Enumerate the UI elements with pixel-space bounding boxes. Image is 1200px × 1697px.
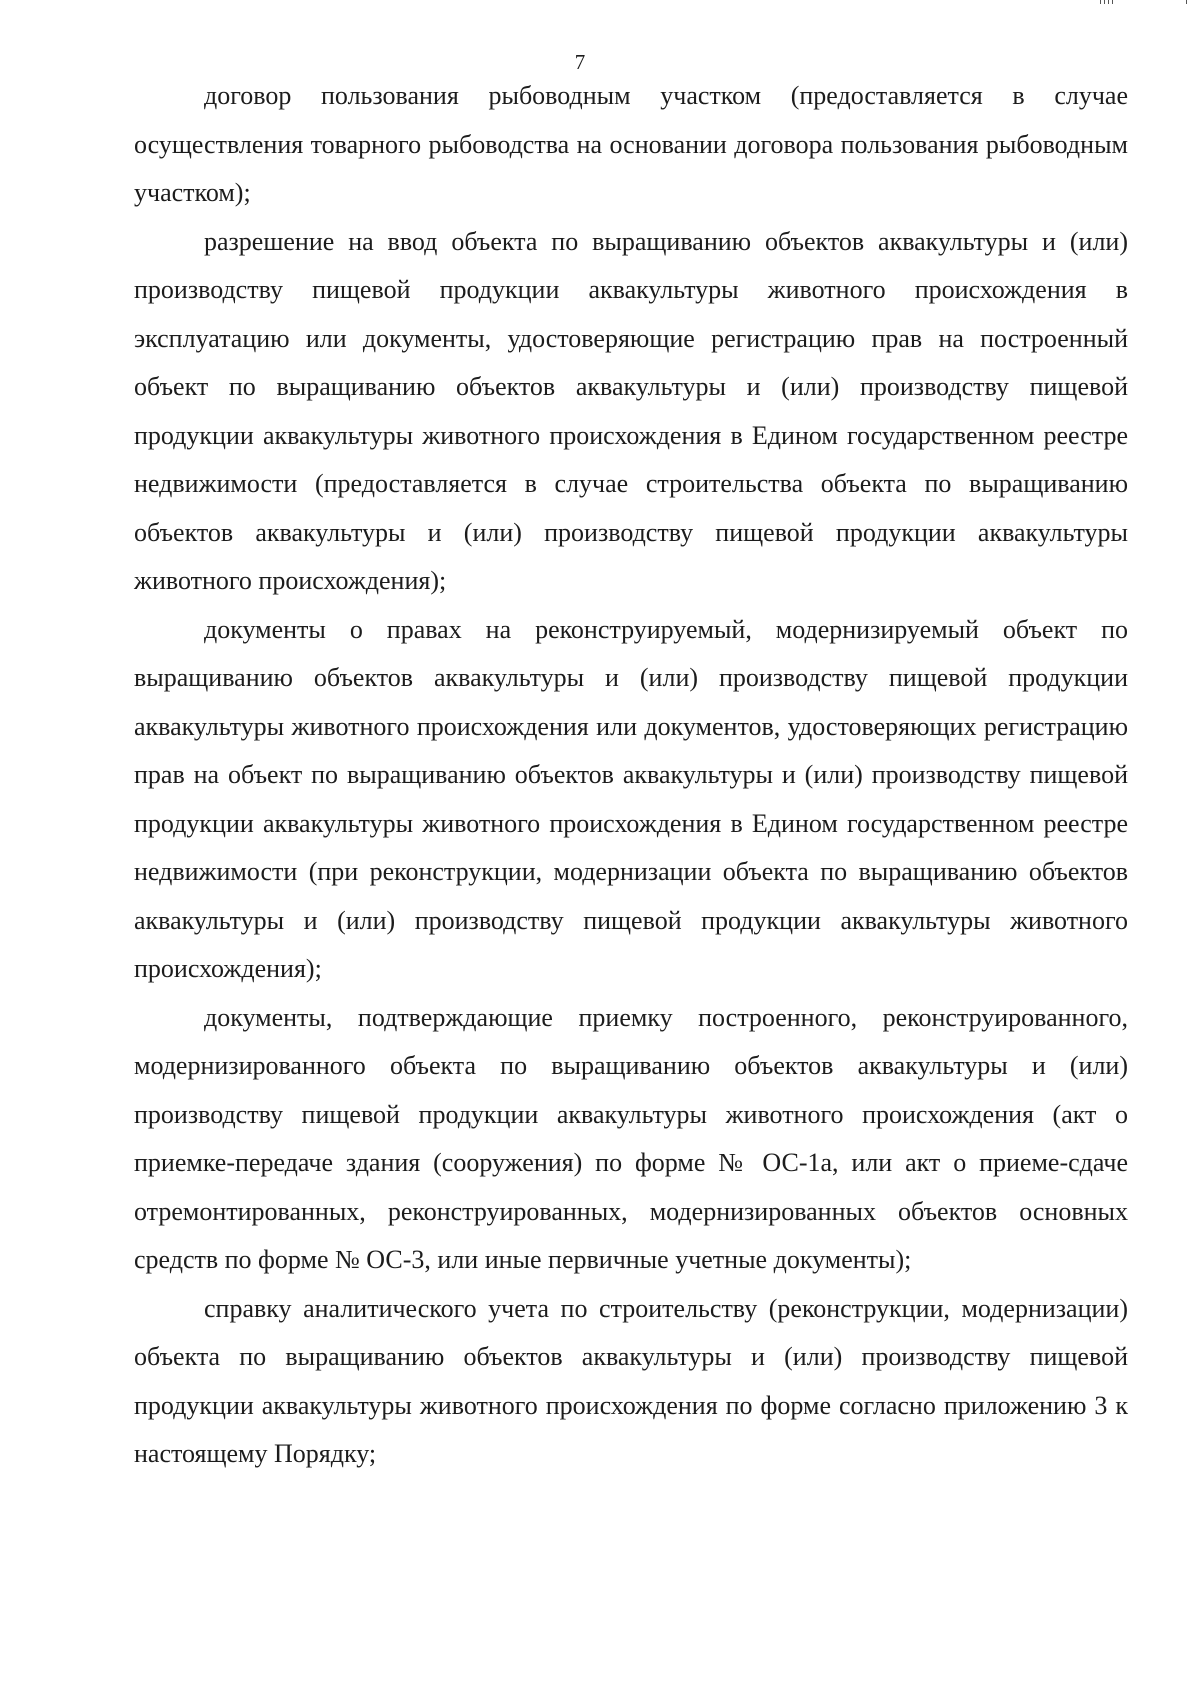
paragraph-analytical-report: справку аналитического учета по строительству (реконструкции, модернизации) объекта по выращиванию объектов аквакультуры и (или) производству пищевой продукции аквакультуры животного происхождения по форме согласно приложению 3 к настоящему Порядку; <box>134 1293 1128 1468</box>
scan-corner-mark <box>1080 0 1190 4</box>
paragraph-commissioning-permit: разрешение на ввод объекта по выращиванию объектов аквакультуры и (или) производству пищевой продукции аквакультуры животного происхождения в эксплуатацию или документы, удостоверяющие регистрацию прав на построенный объект по выращиванию объектов аквакультуры и (или) производству пищевой продукции аквакультуры животного происхождения в Едином государственном реестре недвижимости (предоставляется в случае строительства объекта по выращиванию объектов аквакультуры и (или) производству пищевой продукции аквакультуры животного происхождения); <box>134 226 1128 595</box>
paragraph-reconstruction-rights: документы о правах на реконструируемый, модернизируемый объект по выращиванию объектов аквакультуры и (или) производству пищевой продукции аквакультуры животного происхождения или документов, удостоверяющих регистрацию прав на объект по выращиванию объектов аквакультуры и (или) производству пищевой продукции аквакультуры животного происхождения в Едином государственном реестре недвижимости (при реконструкции, модернизации объекта по выращиванию объектов аквакультуры и (или) производству пищевой продукции аквакультуры животного происхождения); <box>134 614 1128 983</box>
page-number: 7 <box>574 50 586 74</box>
document-body <box>134 72 1128 1479</box>
paragraph-fish-breeding-contract: договор пользования рыбоводным участком (предоставляется в случае осуществления товарного рыбоводства на основании договора пользования рыбоводным участком); <box>134 81 1128 207</box>
paragraph-acceptance-documents: документы, подтверждающие приемку построенного, реконструированного, модернизированного объекта по выращиванию объектов аквакультуры и (или) производству пищевой продукции аквакультуры животного происхождения (акт о приемке-передаче здания (сооружения) по форме № ОС-1а, или акт о приеме-сдаче отремонтированных, реконструированных, модернизированных объектов основных средств по форме № ОС-3, или иные первичные учетные документы); <box>134 1002 1128 1274</box>
